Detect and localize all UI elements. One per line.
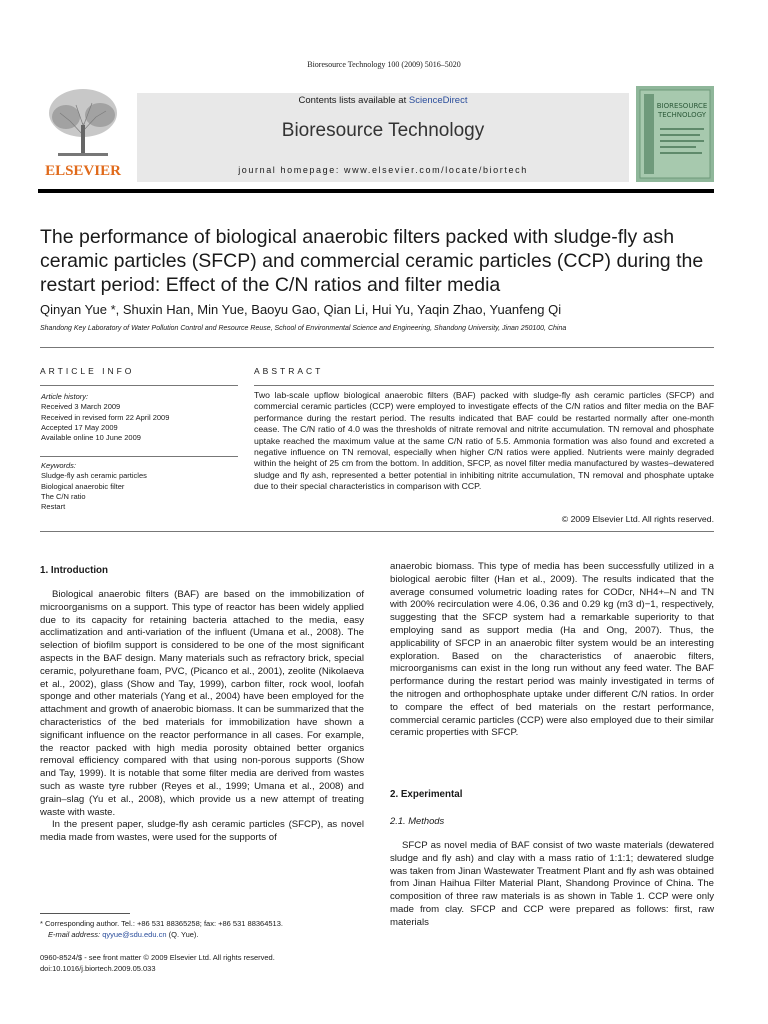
paragraph: SFCP as novel media of BAF consist of two waste materials (dewatered sludge and fly ash) and clay with a mass ratio of 1:1:1; dewatered sludge was taken from Jinan Wastewater Treatment Plant and fly ash was obtained from Jinan Haihua Filter Material Plant, Shandong Province of China. The composition of three raw materials is as shown in Table 1. CCP were only made from clay. SFCP and CCP were prepared as follows: first, raw materials: [390, 840, 714, 928]
email-line: [40, 929, 380, 940]
footnote: [40, 918, 380, 940]
subsection-heading-methods: 2.1. Methods: [390, 815, 445, 826]
issn-line: 0960-8524/$ - see front matter © 2009 Elsevier Ltd. All rights reserved.: [40, 953, 275, 962]
keyword-item: Sludge-fly ash ceramic particles: [41, 471, 147, 481]
keywords: [41, 461, 147, 512]
svg-text:TECHNOLOGY: TECHNOLOGY: [657, 111, 707, 119]
history-item: Accepted 17 May 2009: [41, 422, 118, 432]
publication-info: [40, 953, 275, 974]
history-label: Article history:: [41, 392, 89, 401]
journal-name: Bioresource Technology: [281, 120, 485, 141]
right-column-methods: [390, 840, 714, 930]
paragraph: Biological anaerobic filters (BAF) are based on the immobilization of microorganisms on a support. This type of reactor has been widely applied due to its capacity for retaining bacteria attached to the media, easy acclimatization and anti-variation of the influent (Umana et al., 2008). The selection of biofilm support is considered to be one of the most significant aspects in the BAF design. Many materials such as refractory brick, special ceramic, polyurethane foam, PVC, (Picanco et al., 2001), zeolite (Nikolaeva et al., 2002), glass (Show and Tay, 1999), carbon filter, rock wool, loofah sponge and other materials (Yang et al., 2004) have been employed for the attachment and growth of anaerobic biomass. It can be summarized that the characteristics of the bed materials for immobilization have shown a significant influence on the reactor performance in all cases. For example, the reactor packed with high media porosity obtained better organics removal efficiency compared with that using non-porous supports (Show and Tay, 1999). It is notable that some filter media are derived from wastes such as waste tyre rubber (Reyes et al., 1999; Umana et al., 2008) and grain–slag (Yu et al., 2008), which provide us a new attempt of treating waste with waste.: [40, 589, 364, 818]
abstract-heading: ABSTRACT: [254, 366, 324, 376]
footnote-rule: [40, 913, 130, 914]
corresponding-author: * Corresponding author. Tel.: +86 531 88365258; fax: +86 531 88364513.: [40, 919, 283, 928]
article-authors: Qinyan Yue *, Shuxin Han, Min Yue, Baoyu Gao, Qian Li, Hui Yu, Yaqin Zhao, Yuanfeng Qi: [40, 302, 562, 317]
article-info-heading: ARTICLE INFO: [40, 366, 135, 376]
keyword-item: The C/N ratio: [41, 491, 86, 501]
elsevier-tree-icon: [38, 85, 128, 180]
journal-citation: Bioresource Technology 100 (2009) 5016–5020: [307, 60, 461, 69]
section-heading-introduction: 1. Introduction: [40, 565, 109, 576]
journal-cover-image: [636, 86, 714, 182]
sciencedirect-link[interactable]: ScienceDirect: [408, 95, 468, 106]
history-item: Received in revised form 22 April 2009: [41, 412, 170, 422]
doi-line[interactable]: doi:10.1016/j.biortech.2009.05.033: [40, 963, 156, 973]
history-item: Received 3 March 2009: [41, 402, 121, 412]
article-history: [41, 392, 169, 443]
header-rule: [38, 189, 714, 193]
section-heading-experimental: 2. Experimental: [390, 789, 463, 800]
elsevier-logo: [38, 85, 128, 180]
divider: [254, 385, 714, 386]
keyword-item: Biological anaerobic filter: [41, 481, 125, 491]
divider: [40, 456, 238, 457]
email-label: E-mail address:: [48, 930, 101, 939]
keyword-item: Restart: [41, 502, 66, 512]
divider: [40, 347, 714, 348]
paragraph: anaerobic biomass. This type of media has been successfully utilized in a biological aerobic filter (Han et al., 2009). The results indicated that the average consumed volumetric loading rates for CODcr, NH4+–N and TN with 200% recirculation were 4.06, 0.36 and 0.29 kg (m3 d)−1, respectively, suggesting that the SFCP system had a remarkable superiority to that employing sand as support media (Ha and Ong, 2007). Thus, the applicability of SFCP in an anaerobic filter system would be an interesting exploration. Based on the characteristics of anaerobic filters, microorganisms can exist in the long run without any feed water. The BAF performance during the restart period was mainly investigated in terms of the nitrogen and orthophosphate uptake under different C/N ratios. In order to compare the effect of bed materials on the restart performance, commercial ceramic particles (CCP) were also employed due to their similar ceramic properties with SFCP.: [390, 561, 714, 739]
journal-homepage[interactable]: journal homepage: www.elsevier.com/locate/biortech: [238, 165, 528, 175]
contents-line: [137, 95, 629, 106]
divider: [40, 531, 714, 532]
article-title: The performance of biological anaerobic filters packed with sludge-fly ash ceramic particles (SFCP) and commercial ceramic particles (CCP) during the restart period: Effect of the C/N ratios and filter media: [40, 226, 704, 296]
contents-prefix: Contents lists available at: [298, 95, 409, 106]
abstract-copyright: © 2009 Elsevier Ltd. All rights reserved.: [561, 514, 714, 524]
keywords-label: Keywords:: [41, 461, 77, 470]
email-link[interactable]: qyyue@sdu.edu.cn: [102, 930, 167, 939]
history-item: Available online 10 June 2009: [41, 433, 141, 443]
paragraph: In the present paper, sludge-fly ash ceramic particles (SFCP), as novel media made from wastes, were used for the supports of: [40, 819, 364, 844]
divider: [40, 385, 238, 386]
abstract-text: Two lab-scale upflow biological anaerobic filters (BAF) packed with sludge-fly ash ceramic particles (SFCP) and commercial ceramic particles (CCP) were employed to investigate effects of the C/N ratios and filter media on the BAF performance during the restart period. The results indicated that BAF could be restarted normally after one-month cease. The C/N ratio of 4.0 was the thresholds of nitrate removal and nitrite accumulation. TN removal and phosphate uptake reached the maximum value at the same C/N ratio of 5.5. Ammonia formation was also found and excreted a negative influence on TN removal, especially when higher C/N ratios were applied. Nutrients were mainly degraded within the height of 25 cm from the bottom. In addition, SFCP, as novel filter media manufactured by wastes–dewatered sludge and fly ash, represented a better potential in inhibiting nitrite accumulation, TN removal and phosphate uptake due to their special characteristics in comparison with CCP.: [254, 390, 714, 492]
svg-text:ELSEVIER: ELSEVIER: [45, 163, 121, 179]
left-column: [40, 589, 364, 845]
article-affiliation: Shandong Key Laboratory of Water Pollution Control and Resource Reuse, School of Environmental Science and Engineering, Shandong University, Jinan 250100, China: [40, 325, 567, 332]
email-suffix: (Q. Yue).: [168, 930, 199, 939]
right-column: [390, 561, 714, 740]
svg-text:BIORESOURCE: BIORESOURCE: [656, 102, 708, 110]
